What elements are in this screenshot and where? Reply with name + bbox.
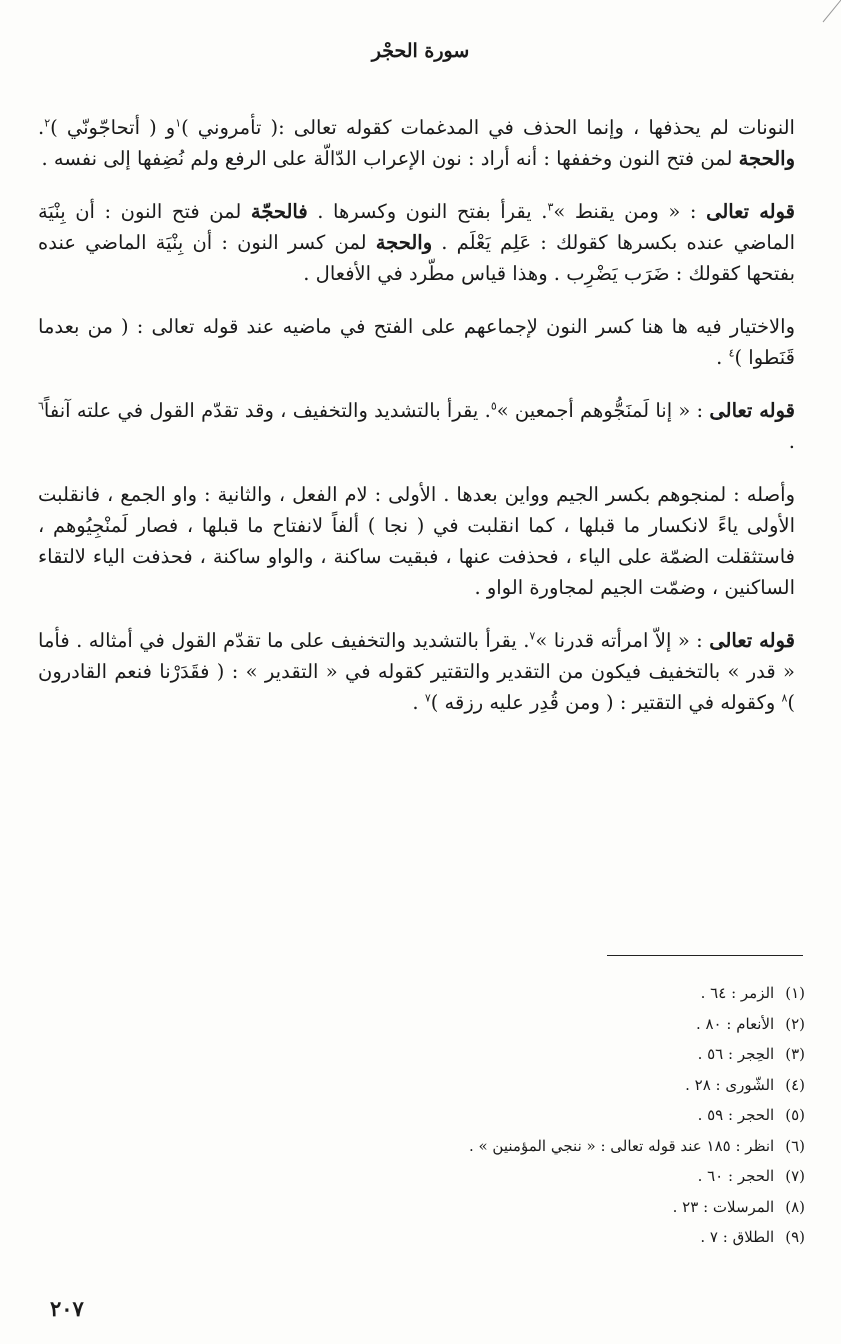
footnote-text: الأنعام : ٨٠ . — [695, 1014, 775, 1033]
footnote-text: الشّورى : ٢٨ . — [685, 1075, 775, 1094]
footnote-item — [45, 1009, 805, 1040]
footnote-text: الحجر : ٦٠ . — [697, 1167, 775, 1185]
footnote-item — [45, 1039, 805, 1070]
paragraph-1: النونات لم يحذفها ، وإنما الحذف في المدغمات كقوله تعالى :( تأمروني )$^١$و ( أتحاجّونّي )$^٢$. والحجة لمن فتح النون وخففها : أنه أراد : نون الإعراب الدّالّة على الرفع ولم نُضِفها إلى نفسه . — [38, 116, 795, 170]
footnote-number: (٩) — [785, 1228, 805, 1246]
keyword: قوله تعالى — [709, 399, 795, 422]
footnote-number: (٦) — [785, 1136, 805, 1155]
footnote-item — [45, 1070, 805, 1101]
footnote-number: (٣) — [785, 1045, 805, 1063]
footnote-number: (٧) — [785, 1167, 805, 1185]
paragraph-4: قوله تعالى : « إنا لَمنَجُّوهم أجمعين »$^٥$. يقرأ بالتشديد والتخفيف ، وقد تقدّم القول في علته آنفاً$^٦$ . — [38, 399, 795, 453]
footnote-text: انظر : ١٨٥ عند قوله تعالى : « ننجي المؤمنين » . — [468, 1136, 775, 1155]
page-number: ٢٠٧ — [50, 1296, 84, 1321]
footnote-item — [45, 1222, 805, 1253]
footnote-text: المرسلات : ٢٣ . — [672, 1197, 775, 1216]
keyword: فالحجّة — [250, 200, 308, 223]
paragraph-2: قوله تعالى : « ومن يقنط »$^٣$. يقرأ بفتح النون وكسرها . فالحجّة لمن فتح النون : أن بِنْيَة الماضي عنده بكسرها كقولك : عَلِم يَعْلَم . والحجة لمن كسر النون : أن بِنْيَة الماضي عنده بفتحها كقولك : ضَرَب يَضْرِب . وهذا قياس مطّرد في الأفعال . — [38, 200, 795, 285]
footnote-number: (٢) — [785, 1014, 805, 1033]
footnote-item — [45, 1100, 805, 1131]
page-title: سورة الحجْر — [371, 40, 470, 62]
paragraph-6: قوله تعالى : « إلاّ امرأته قدرنا »$^٧$. يقرأ بالتشديد والتخفيف على ما تقدّم القول في أمثاله . فأما « قدر » بالتخفيف فيكون من التقدير والتقتير كقوله في « التقدير » : ( فقَدَرْنا فنعم القادرون )$^٨$ وكقوله في التقتير : ( ومن قُدِر عليه رزقه )$^٧$ . — [38, 629, 795, 714]
footnote-text: الطلاق : ٧ . — [700, 1228, 775, 1246]
footnote-text: الحِجر : ٥٦ . — [697, 1045, 775, 1063]
footnotes — [45, 978, 805, 1253]
footnote-number: (٤) — [785, 1075, 805, 1094]
footnote-number: (٨) — [785, 1197, 805, 1216]
page-corner-line — [801, 0, 841, 40]
keyword: والحجة — [738, 147, 795, 170]
footnote-text: الحجر : ٥٩ . — [697, 1106, 775, 1124]
footnote-item — [45, 1161, 805, 1192]
keyword: قوله تعالى — [706, 200, 795, 223]
footnote-ref: ٣ — [547, 200, 554, 214]
paragraph-5: وأصله : لمنجوهم بكسر الجيم وواين بعدها . الأولى : لام الفعل ، والثانية : واو الجمع ، فانقلبت الأولى ياءً لانكسار ما قبلها ، كما انقلبت في ( نجا ) ألفاً لانفتاح ما قبلها ، فصار لَمنْجِيُوهم ، فاستثقلت الضمّة على الياء ، فحذفت عنها ، فبقيت ساكنة ، والواو ساكنة ، فحذفت الياء لالتقاء الساكنين ، وضمّت الجيم لمجاورة الواو . — [38, 483, 795, 599]
footnote-ref: ٤ — [728, 346, 735, 360]
footnote-ref: ١ — [175, 116, 182, 130]
footnote-ref: ٥ — [490, 399, 497, 413]
footnote-item — [45, 978, 805, 1009]
footnote-number: (٥) — [785, 1106, 805, 1124]
footnote-ref: ٢ — [44, 116, 51, 130]
keyword: قوله تعالى — [709, 629, 795, 652]
keyword: والحجة — [375, 231, 433, 254]
footnote-number: (١) — [785, 984, 805, 1002]
footnote-text: الزمر : ٦٤ . — [700, 984, 775, 1002]
footnote-item — [45, 1192, 805, 1223]
paragraph-3: والاختيار فيه ها هنا كسر النون لإجماعهم على الفتح في ماضيه عند قوله تعالى : ( من بعدما قَنَطوا )$^٤$ . — [38, 315, 795, 369]
footnote-ref: ٧ — [424, 691, 431, 705]
footnote-ref: ٦ — [38, 399, 44, 413]
footnote-ref: ٧ — [529, 629, 536, 643]
footnote-divider — [607, 955, 803, 956]
footnote-item — [45, 1131, 805, 1162]
main-text — [38, 112, 795, 733]
footnote-ref: ٨ — [781, 691, 788, 705]
